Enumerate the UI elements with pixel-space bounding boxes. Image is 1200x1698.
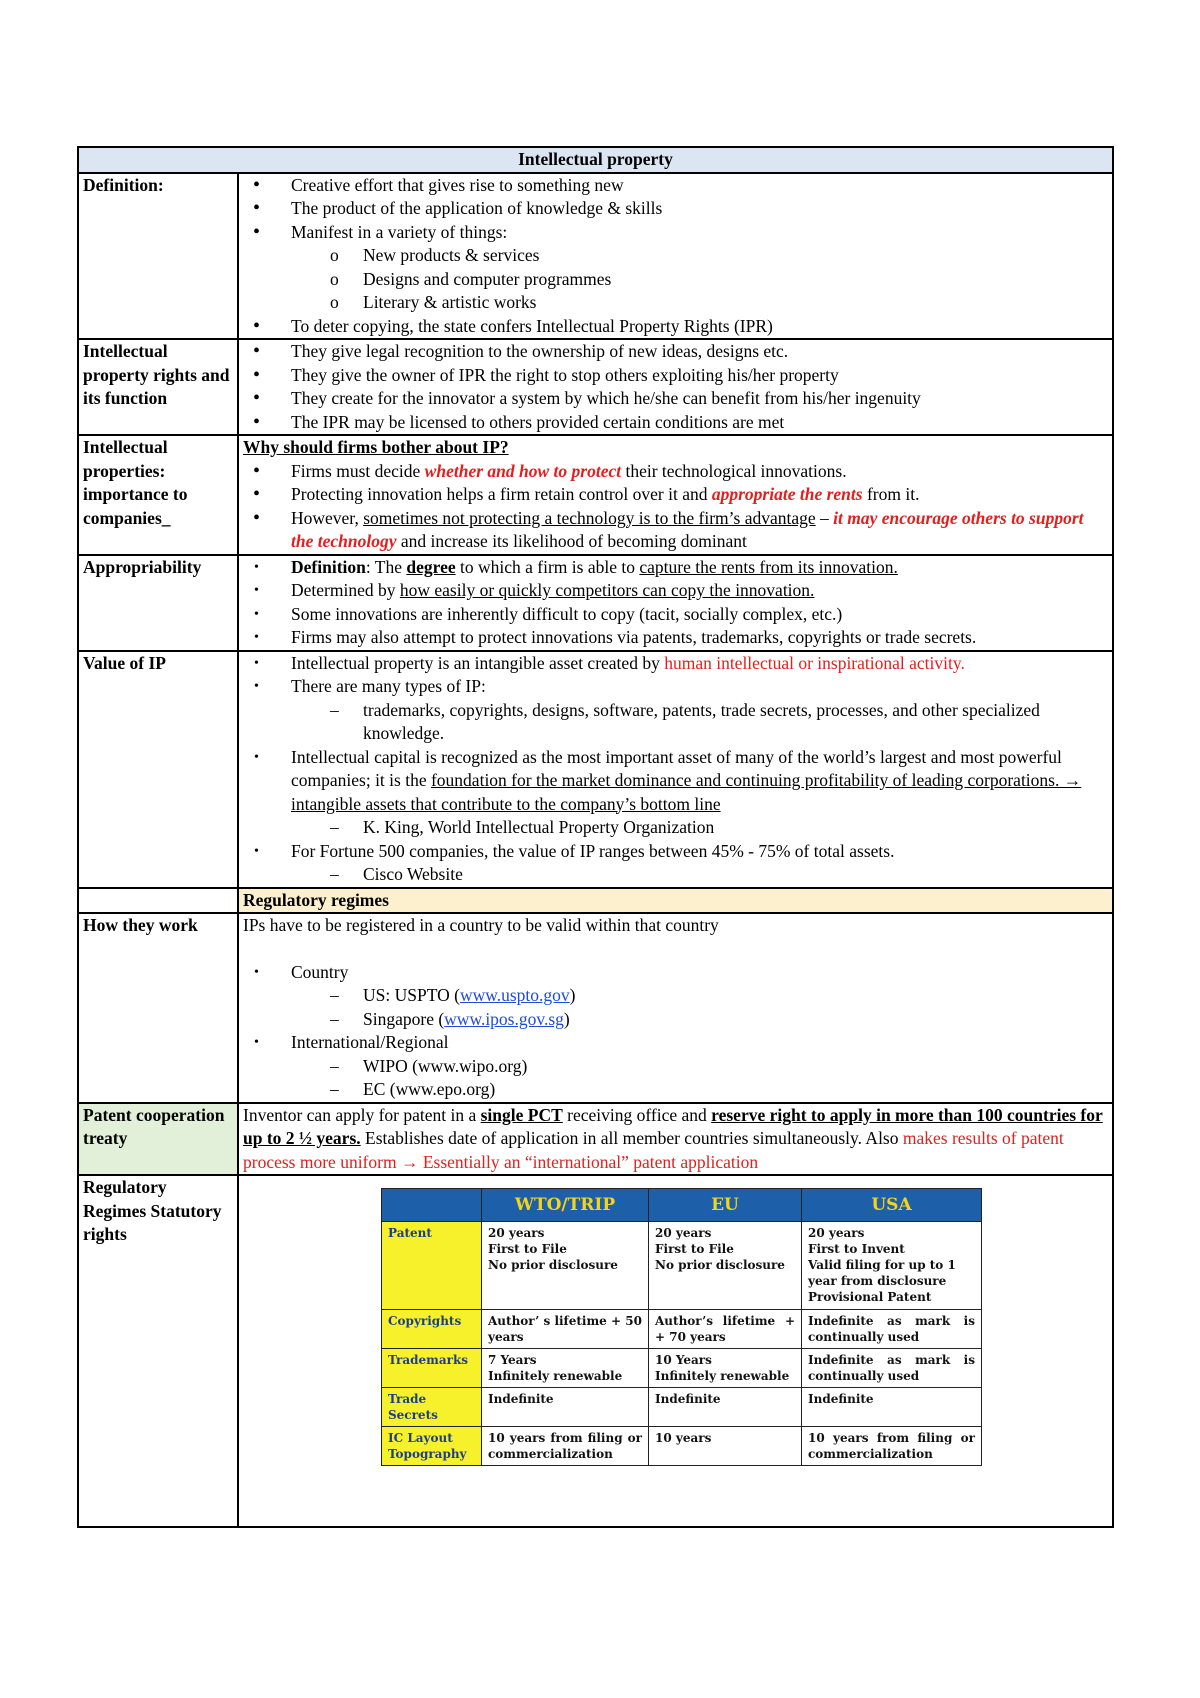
importance-content xyxy=(238,435,1113,555)
list-item: • There are many types of IP: xyxy=(243,675,1108,699)
table-cell: Indefinite xyxy=(482,1388,649,1427)
table-cell: 20 years First to Invent Valid filing for up to 1 year from disclosure Provisional Patent xyxy=(802,1222,982,1310)
ip-summary-table xyxy=(77,146,1114,1528)
row-header: IC Layout Topography xyxy=(382,1427,482,1466)
list-item: • Some innovations are inherently difficult to copy (tacit, socially complex, etc.) xyxy=(243,603,1108,627)
row-label: Patent cooperation treaty xyxy=(78,1103,238,1176)
table-row xyxy=(382,1310,982,1349)
sub-list-item: – trademarks, copyrights, designs, software, patents, trade secrets, processes, and other specialized knowledge. xyxy=(243,699,1108,746)
sub-list-item: o New products & services xyxy=(243,244,1108,268)
ipr-function-row xyxy=(78,339,1113,435)
how-they-work-row xyxy=(78,913,1113,1103)
row-label: Intellectual properties: importance to companies_ xyxy=(78,435,238,555)
row-header: Patent xyxy=(382,1222,482,1310)
row-label: Intellectual property rights and its function xyxy=(78,339,238,435)
value-content xyxy=(238,651,1113,888)
table-row xyxy=(382,1222,982,1310)
table-row xyxy=(382,1427,982,1466)
list-item: • Firms may also attempt to protect innovations via patents, trademarks, copyrights or trade secrets. xyxy=(243,626,1108,650)
appropriability-content xyxy=(238,555,1113,651)
sub-list-item: – US: USPTO (www.uspto.gov) xyxy=(243,984,1108,1008)
title-row xyxy=(78,147,1113,173)
table-cell: 20 years First to File No prior disclosure xyxy=(649,1222,802,1310)
list-item: • Intellectual property is an intangible asset created by human intellectual or inspirational activity. xyxy=(243,652,1108,676)
list-item: • Country xyxy=(243,961,1108,985)
table-header-row xyxy=(382,1189,982,1222)
uspto-link[interactable]: www.uspto.gov xyxy=(459,985,570,1005)
list-item: • Creative effort that gives rise to something new xyxy=(243,174,1108,198)
pct-content: Inventor can apply for patent in a single PCT receiving office and reserve right to apply in more than 100 countries for up to 2 ½ years. Establishes date of application in all member countries simultaneously. Also makes results of patent process more uniform → Essentially an “international” patent application xyxy=(238,1103,1113,1176)
ipr-function-content xyxy=(238,339,1113,435)
list-item: • Intellectual capital is recognized as the most important asset of many of the world’s largest and most powerful companies; it is the foundation for the market dominance and continuing profitability of leading corporations. → intangible assets that contribute to the company’s bottom line xyxy=(243,746,1108,817)
row-label: How they work xyxy=(78,913,238,1103)
row-header: Copyrights xyxy=(382,1310,482,1349)
definition-content xyxy=(238,173,1113,340)
column-header: EU xyxy=(649,1189,802,1222)
statutory-content xyxy=(238,1175,1113,1527)
row-label: Value of IP xyxy=(78,651,238,888)
list-item: • The product of the application of knowledge & skills xyxy=(243,197,1108,221)
table-cell: 10 Years Infinitely renewable xyxy=(649,1349,802,1388)
sub-list-item: – WIPO (www.wipo.org) xyxy=(243,1055,1108,1079)
row-label: Appropriability xyxy=(78,555,238,651)
list-item: • They create for the innovator a system by which he/she can benefit from his/her ingenuity xyxy=(243,387,1108,411)
regulatory-heading-row xyxy=(78,888,1113,914)
importance-row xyxy=(78,435,1113,555)
table-cell: 10 years from filing or commercialization xyxy=(482,1427,649,1466)
sub-list-item: – Singapore (www.ipos.gov.sg) xyxy=(243,1008,1108,1032)
list-item: • Protecting innovation helps a firm retain control over it and appropriate the rents from it. xyxy=(243,483,1108,507)
list-item: • Firms must decide whether and how to protect their technological innovations. xyxy=(243,460,1108,484)
table-row xyxy=(382,1349,982,1388)
statutory-row xyxy=(78,1175,1113,1527)
pct-row xyxy=(78,1103,1113,1176)
table-cell: Indefinite as mark is continually used xyxy=(802,1349,982,1388)
table-title: Intellectual property xyxy=(78,147,1113,173)
row-label: Regulatory Regimes Statutory rights xyxy=(78,1175,238,1527)
table-cell: Author’s lifetime + + 70 years xyxy=(649,1310,802,1349)
list-item: • International/Regional xyxy=(243,1031,1108,1055)
table-cell: 10 years xyxy=(649,1427,802,1466)
appropriability-row xyxy=(78,555,1113,651)
table-cell: 10 years from filing or commercialization xyxy=(802,1427,982,1466)
row-header: Trademarks xyxy=(382,1349,482,1388)
sub-list-item: – K. King, World Intellectual Property Organization xyxy=(243,816,1108,840)
table-cell: Author’ s lifetime + 50 years xyxy=(482,1310,649,1349)
sub-list-item: – EC (www.epo.org) xyxy=(243,1078,1108,1102)
list-item: • Determined by how easily or quickly competitors can copy the innovation. xyxy=(243,579,1108,603)
list-item: • However, sometimes not protecting a technology is to the firm’s advantage – it may encourage others to support the technology and increase its likelihood of becoming dominant xyxy=(243,507,1108,554)
column-header: USA xyxy=(802,1189,982,1222)
table-cell: 20 years First to File No prior disclosure xyxy=(482,1222,649,1310)
corner-cell xyxy=(382,1189,482,1222)
list-item: • Manifest in a variety of things: xyxy=(243,221,1108,245)
sub-list-item: o Literary & artistic works xyxy=(243,291,1108,315)
column-header: WTO/TRIP xyxy=(482,1189,649,1222)
sub-list-item: o Designs and computer programmes xyxy=(243,268,1108,292)
intro-text: IPs have to be registered in a country to be valid within that country xyxy=(243,915,719,935)
section-heading: Why should firms bother about IP? xyxy=(243,437,509,457)
list-item: • Definition: The degree to which a firm is able to capture the rents from its innovation. xyxy=(243,556,1108,580)
table-cell: 7 Years Infinitely renewable xyxy=(482,1349,649,1388)
table-cell: Indefinite xyxy=(802,1388,982,1427)
list-item: • For Fortune 500 companies, the value of IP ranges between 45% - 75% of total assets. xyxy=(243,840,1108,864)
sub-list-item: – Cisco Website xyxy=(243,863,1108,887)
statutory-rights-table xyxy=(381,1188,982,1466)
how-they-work-content xyxy=(238,913,1113,1103)
definition-row xyxy=(78,173,1113,340)
ipos-link[interactable]: www.ipos.gov.sg xyxy=(444,1008,564,1029)
value-row xyxy=(78,651,1113,888)
table-row xyxy=(382,1388,982,1427)
list-item: • They give the owner of IPR the right to stop others exploiting his/her property xyxy=(243,364,1108,388)
list-item: • To deter copying, the state confers Intellectual Property Rights (IPR) xyxy=(243,315,1108,339)
row-header: Trade Secrets xyxy=(382,1388,482,1427)
table-cell: Indefinite as mark is continually used xyxy=(802,1310,982,1349)
table-cell: Indefinite xyxy=(649,1388,802,1427)
list-item: • They give legal recognition to the ownership of new ideas, designs etc. xyxy=(243,340,1108,364)
row-label: Definition: xyxy=(78,173,238,340)
document-page xyxy=(77,146,1114,1528)
section-heading: Regulatory regimes xyxy=(238,888,1113,914)
list-item: • The IPR may be licensed to others provided certain conditions are met xyxy=(243,411,1108,435)
empty-cell xyxy=(78,888,238,914)
